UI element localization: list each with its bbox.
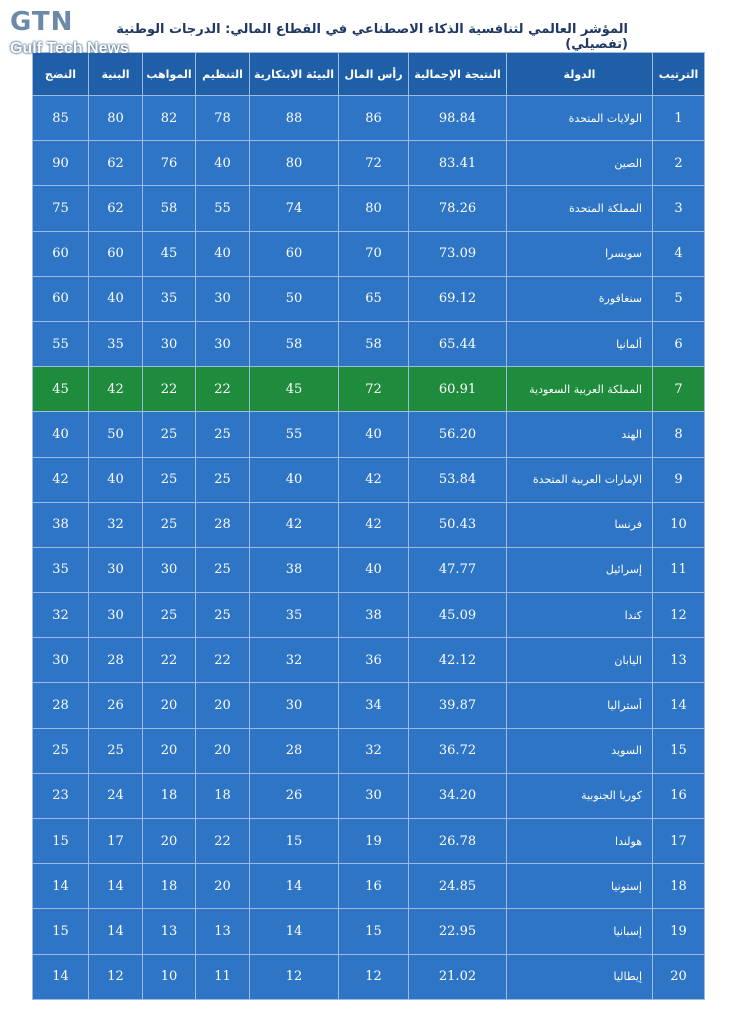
cell-country: اليابان [507,638,653,683]
cell-capital: 40 [339,412,409,457]
cell-infrastructure: 14 [89,864,143,909]
cell-talent: 25 [143,412,196,457]
cell-total-score: 36.72 [409,728,507,773]
cell-infrastructure: 30 [89,547,143,592]
cell-total-score: 45.09 [409,593,507,638]
cell-regulation: 30 [196,321,250,366]
cell-country: فرنسا [507,502,653,547]
cell-talent: 20 [143,728,196,773]
cell-maturity: 25 [33,728,89,773]
cell-infrastructure: 17 [89,819,143,864]
cell-innovation: 14 [250,909,339,954]
table-row [33,276,705,321]
cell-capital: 70 [339,231,409,276]
header-talent: المواهب [143,53,196,96]
cell-talent: 13 [143,909,196,954]
cell-innovation: 58 [250,321,339,366]
cell-infrastructure: 30 [89,593,143,638]
cell-total-score: 42.12 [409,638,507,683]
cell-capital: 16 [339,864,409,909]
cell-total-score: 83.41 [409,141,507,186]
cell-capital: 38 [339,593,409,638]
cell-innovation: 88 [250,96,339,141]
cell-capital: 58 [339,321,409,366]
cell-innovation: 15 [250,819,339,864]
logo-mark: GTN [10,7,74,37]
cell-capital: 80 [339,186,409,231]
cell-country: المملكة العربية السعودية [507,367,653,412]
cell-regulation: 20 [196,728,250,773]
cell-innovation: 45 [250,367,339,412]
cell-country: المملكة المتحدة [507,186,653,231]
cell-country: إستونيا [507,864,653,909]
cell-regulation: 18 [196,773,250,818]
cell-talent: 76 [143,141,196,186]
cell-capital: 15 [339,909,409,954]
cell-capital: 86 [339,96,409,141]
cell-regulation: 30 [196,276,250,321]
cell-talent: 10 [143,954,196,999]
cell-rank: 19 [653,909,705,954]
header-capital: رأس المال [339,53,409,96]
table-row [33,547,705,592]
cell-country: ألمانيا [507,321,653,366]
cell-rank: 17 [653,819,705,864]
cell-capital: 72 [339,367,409,412]
header-row [33,53,705,96]
cell-rank: 14 [653,683,705,728]
cell-innovation: 26 [250,773,339,818]
header-maturity: النضج [33,53,89,96]
cell-rank: 4 [653,231,705,276]
cell-total-score: 65.44 [409,321,507,366]
cell-capital: 34 [339,683,409,728]
cell-total-score: 39.87 [409,683,507,728]
cell-regulation: 22 [196,819,250,864]
cell-maturity: 14 [33,864,89,909]
cell-country: إسرائيل [507,547,653,592]
table-row [33,638,705,683]
cell-infrastructure: 12 [89,954,143,999]
header-regulation: التنظيم [196,53,250,96]
cell-regulation: 11 [196,954,250,999]
cell-maturity: 40 [33,412,89,457]
cell-talent: 58 [143,186,196,231]
cell-regulation: 25 [196,412,250,457]
cell-innovation: 12 [250,954,339,999]
cell-country: الإمارات العربية المتحدة [507,457,653,502]
cell-innovation: 35 [250,593,339,638]
cell-regulation: 22 [196,638,250,683]
cell-maturity: 15 [33,819,89,864]
cell-innovation: 30 [250,683,339,728]
cell-infrastructure: 40 [89,457,143,502]
table-row [33,864,705,909]
table-row [33,412,705,457]
cell-talent: 30 [143,547,196,592]
cell-regulation: 13 [196,909,250,954]
cell-infrastructure: 50 [89,412,143,457]
cell-country: كندا [507,593,653,638]
cell-infrastructure: 40 [89,276,143,321]
table-row [33,96,705,141]
cell-total-score: 78.26 [409,186,507,231]
table-row [33,502,705,547]
cell-rank: 7 [653,367,705,412]
cell-capital: 36 [339,638,409,683]
cell-rank: 11 [653,547,705,592]
cell-capital: 32 [339,728,409,773]
rankings-table [32,52,705,1000]
cell-country: الولايات المتحدة [507,96,653,141]
cell-maturity: 85 [33,96,89,141]
brand-logo [10,8,129,58]
table-row [33,457,705,502]
cell-regulation: 28 [196,502,250,547]
cell-maturity: 60 [33,276,89,321]
cell-maturity: 28 [33,683,89,728]
cell-talent: 22 [143,367,196,412]
cell-country: سويسرا [507,231,653,276]
cell-capital: 40 [339,547,409,592]
cell-total-score: 53.84 [409,457,507,502]
cell-innovation: 38 [250,547,339,592]
cell-rank: 20 [653,954,705,999]
cell-capital: 12 [339,954,409,999]
cell-innovation: 74 [250,186,339,231]
cell-maturity: 60 [33,231,89,276]
cell-country: إسبانيا [507,909,653,954]
cell-total-score: 69.12 [409,276,507,321]
cell-total-score: 47.77 [409,547,507,592]
header-total-score: النتيجة الإجمالية [409,53,507,96]
cell-innovation: 55 [250,412,339,457]
cell-country: هولندا [507,819,653,864]
cell-rank: 16 [653,773,705,818]
cell-maturity: 42 [33,457,89,502]
table-row [33,231,705,276]
logo-name: Gulf Tech News [10,40,129,57]
cell-innovation: 50 [250,276,339,321]
cell-rank: 12 [653,593,705,638]
cell-maturity: 14 [33,954,89,999]
cell-infrastructure: 28 [89,638,143,683]
cell-innovation: 80 [250,141,339,186]
header-country: الدولة [507,53,653,96]
cell-country: إيطاليا [507,954,653,999]
cell-maturity: 90 [33,141,89,186]
page-title: المؤشر العالمي لتنافسية الذكاء الاصطناعي في القطاع المالي: الدرجات الوطنية (تفصيلي) [116,22,628,52]
cell-maturity: 45 [33,367,89,412]
cell-country: السويد [507,728,653,773]
cell-infrastructure: 62 [89,186,143,231]
cell-capital: 72 [339,141,409,186]
cell-total-score: 26.78 [409,819,507,864]
cell-talent: 20 [143,683,196,728]
cell-country: الصين [507,141,653,186]
cell-total-score: 60.91 [409,367,507,412]
cell-rank: 15 [653,728,705,773]
cell-capital: 42 [339,502,409,547]
cell-maturity: 23 [33,773,89,818]
cell-country: أستراليا [507,683,653,728]
table-row [33,819,705,864]
cell-talent: 18 [143,773,196,818]
cell-country: الهند [507,412,653,457]
cell-rank: 6 [653,321,705,366]
cell-talent: 25 [143,593,196,638]
cell-infrastructure: 26 [89,683,143,728]
table-row [33,954,705,999]
cell-maturity: 35 [33,547,89,592]
cell-talent: 25 [143,457,196,502]
cell-innovation: 28 [250,728,339,773]
cell-talent: 45 [143,231,196,276]
cell-total-score: 34.20 [409,773,507,818]
cell-country: كوريا الجنوبية [507,773,653,818]
cell-regulation: 40 [196,231,250,276]
cell-total-score: 56.20 [409,412,507,457]
cell-regulation: 78 [196,96,250,141]
cell-innovation: 40 [250,457,339,502]
table-row [33,773,705,818]
cell-total-score: 24.85 [409,864,507,909]
cell-infrastructure: 32 [89,502,143,547]
cell-total-score: 73.09 [409,231,507,276]
cell-rank: 9 [653,457,705,502]
cell-regulation: 55 [196,186,250,231]
cell-total-score: 21.02 [409,954,507,999]
cell-rank: 2 [653,141,705,186]
cell-rank: 8 [653,412,705,457]
table-row [33,909,705,954]
cell-capital: 30 [339,773,409,818]
table-row [33,683,705,728]
cell-innovation: 32 [250,638,339,683]
cell-infrastructure: 42 [89,367,143,412]
cell-maturity: 32 [33,593,89,638]
cell-regulation: 20 [196,864,250,909]
cell-infrastructure: 14 [89,909,143,954]
cell-maturity: 38 [33,502,89,547]
table-row [33,593,705,638]
table-row [33,367,705,412]
cell-talent: 18 [143,864,196,909]
header-infrastructure: البنية [89,53,143,96]
cell-infrastructure: 35 [89,321,143,366]
cell-innovation: 60 [250,231,339,276]
cell-total-score: 50.43 [409,502,507,547]
cell-country: سنغافورة [507,276,653,321]
cell-talent: 82 [143,96,196,141]
cell-total-score: 22.95 [409,909,507,954]
cell-rank: 1 [653,96,705,141]
cell-rank: 3 [653,186,705,231]
cell-capital: 65 [339,276,409,321]
cell-maturity: 75 [33,186,89,231]
cell-maturity: 55 [33,321,89,366]
header-rank: الترتيب [653,53,705,96]
cell-regulation: 20 [196,683,250,728]
cell-talent: 22 [143,638,196,683]
cell-rank: 10 [653,502,705,547]
cell-maturity: 30 [33,638,89,683]
cell-capital: 42 [339,457,409,502]
cell-capital: 19 [339,819,409,864]
table-row [33,186,705,231]
table-row [33,141,705,186]
cell-infrastructure: 60 [89,231,143,276]
cell-infrastructure: 24 [89,773,143,818]
cell-innovation: 42 [250,502,339,547]
cell-regulation: 25 [196,457,250,502]
cell-regulation: 25 [196,547,250,592]
cell-maturity: 15 [33,909,89,954]
cell-total-score: 98.84 [409,96,507,141]
cell-regulation: 22 [196,367,250,412]
cell-rank: 5 [653,276,705,321]
cell-infrastructure: 25 [89,728,143,773]
cell-regulation: 40 [196,141,250,186]
table-row [33,321,705,366]
cell-infrastructure: 62 [89,141,143,186]
cell-talent: 35 [143,276,196,321]
cell-regulation: 25 [196,593,250,638]
cell-talent: 25 [143,502,196,547]
cell-talent: 20 [143,819,196,864]
cell-innovation: 14 [250,864,339,909]
cell-talent: 30 [143,321,196,366]
table-body [33,96,705,1000]
cell-rank: 18 [653,864,705,909]
header-innovation: البيئة الابتكارية [250,53,339,96]
cell-infrastructure: 80 [89,96,143,141]
table-row [33,728,705,773]
cell-rank: 13 [653,638,705,683]
